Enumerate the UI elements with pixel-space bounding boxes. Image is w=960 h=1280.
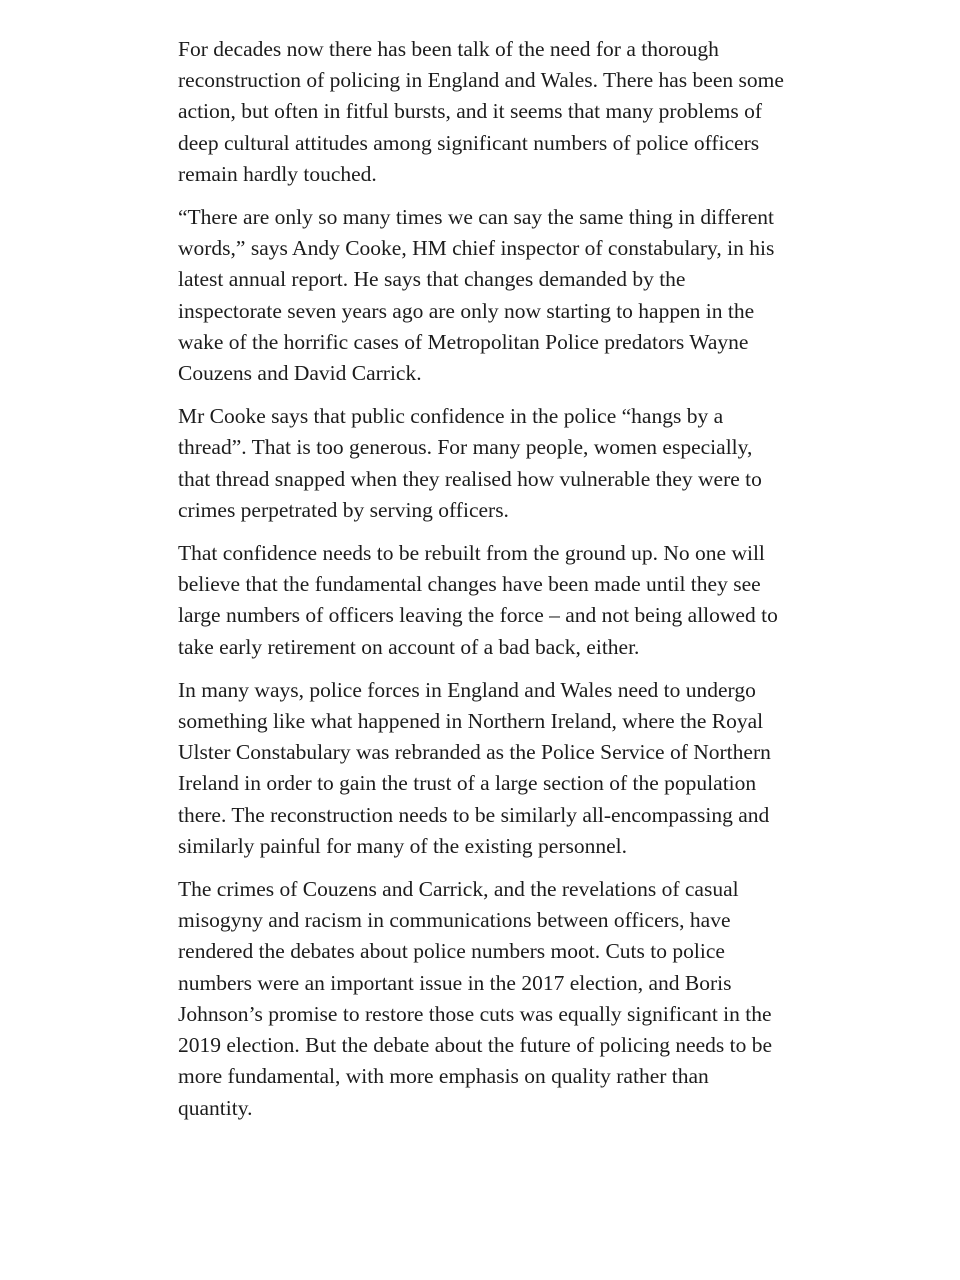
paragraph-1: For decades now there has been talk of the need for a thorough reconstruction of policing in England and Wales. There has been some action, but often in fitful bursts, and it seems that many problems of deep cultural attitudes among significant numbers of police officers remain hardly touched. xyxy=(178,37,784,186)
paragraph-2: “There are only so many times we can say the same thing in different words,” says Andy Cooke, HM chief inspector of constabulary, in his latest annual report. He says that changes demanded by the inspectorate seven years ago are only now starting to happen in the wake of the horrific cases of Metropolitan Police predators Wayne Couzens and David Carrick. xyxy=(178,205,775,386)
paragraph-4: That confidence needs to be rebuilt from the ground up. No one will believe that the fundamental changes have been made until they see large numbers of officers leaving the force – and not being allowed to take early retirement on account of a bad back, either. xyxy=(178,541,778,659)
paragraph-6: The crimes of Couzens and Carrick, and the revelations of casual misogyny and racism in communications between officers, have rendered the debates about police numbers moot. Cuts to police numbers were an important issue in the 2017 election, and Boris Johnson’s promise to restore those cuts was equally significant in the 2019 election. But the debate about the future of policing needs to be more fundamental, with more emphasis on quality rather than quantity. xyxy=(178,877,773,1120)
paragraph-5: In many ways, police forces in England and Wales need to undergo something like what happened in Northern Ireland, where the Royal Ulster Constabulary was rebranded as the Police Service of Northern Ireland in order to gain the trust of a large section of the population there. The reconstruction needs to be similarly all-encompassing and similarly painful for many of the existing personnel. xyxy=(178,677,771,858)
article-body xyxy=(178,34,788,1136)
paragraph-3: Mr Cooke says that public confidence in the police “hangs by a thread”. That is too generous. For many people, women especially, that thread snapped when they realised how vulnerable they were to crimes perpetrated by serving officers. xyxy=(178,404,762,522)
